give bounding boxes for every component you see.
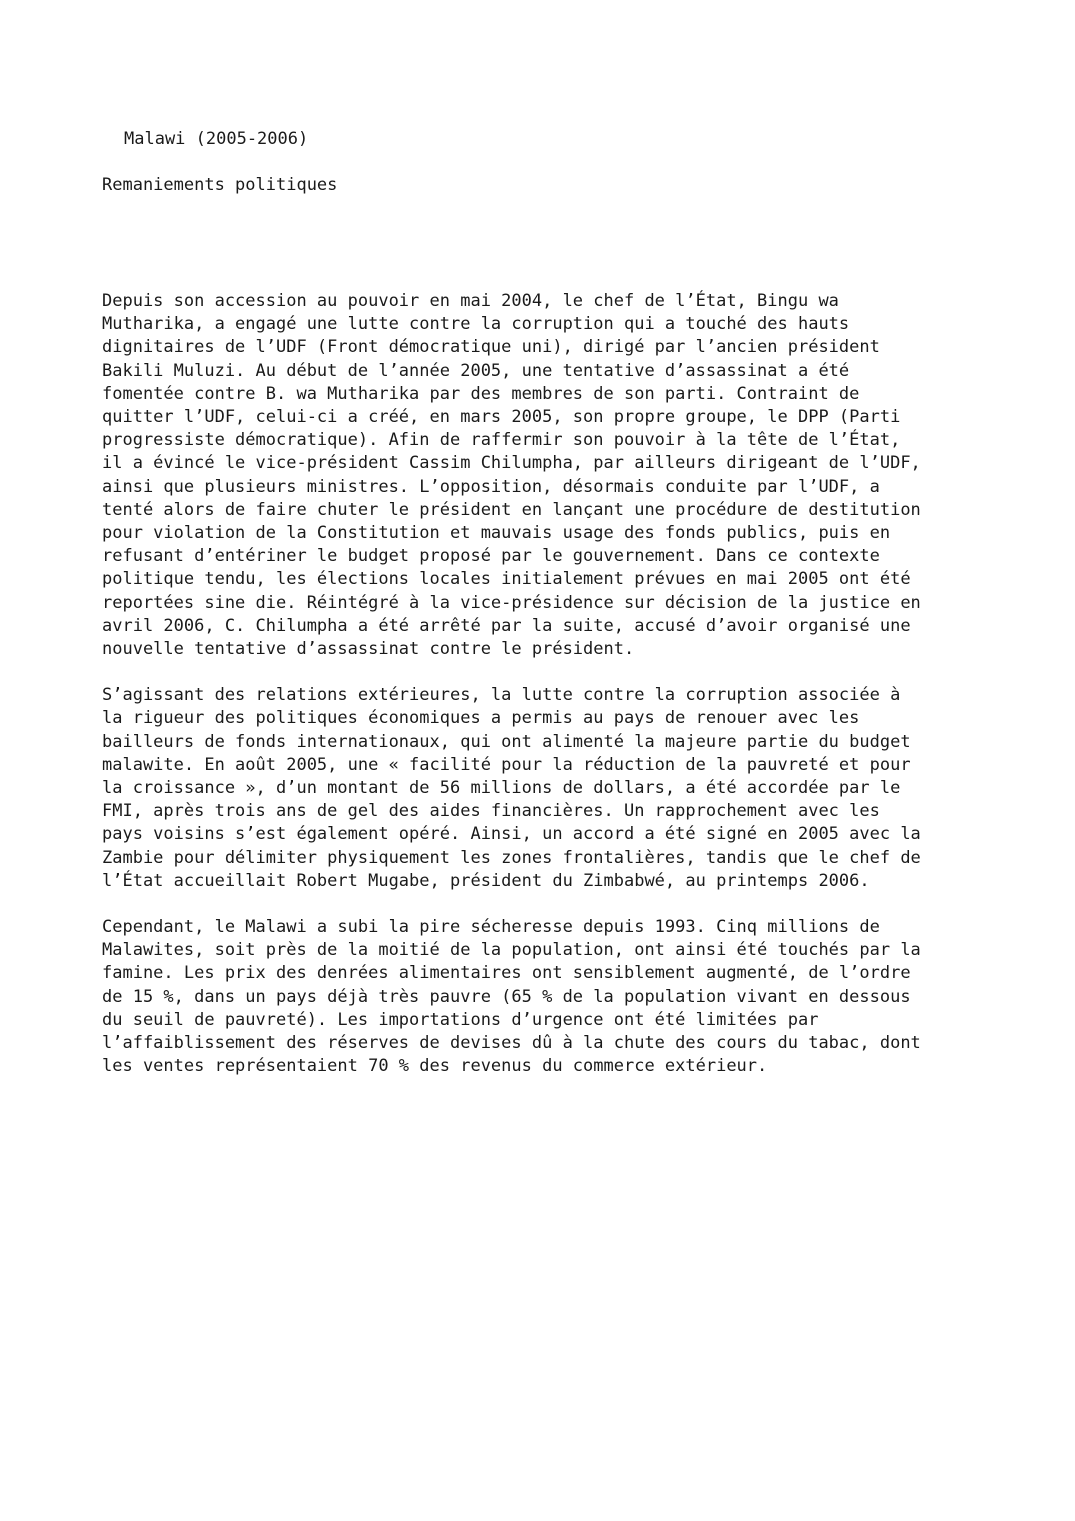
document-body xyxy=(102,290,1002,1102)
paragraph-secheresse: Cependant, le Malawi a subi la pire sécheresse depuis 1993. Cinq millions de Malawites, soit près de la moitié de la population, ont ainsi été touchés par la famine. Les prix des denrées alimentaires ont sensiblement augmenté, de l’ordre de 15 %, dans un pays déjà très pauvre (65 % de la population vivant en dessous du seuil de pauvreté). Les importations d’urgence ont été limitées par l’affaiblissement des réserves de devises dû à la chute des cours du tabac, dont les ventes représentaient 70 % des revenus du commerce extérieur. xyxy=(102,917,921,1077)
document-subtitle: Remaniements politiques xyxy=(102,175,338,195)
paragraph-relations-exterieures: S’agissant des relations extérieures, la lutte contre la corruption associée à la rigueur des politiques économiques a permis au pays de renouer avec les bailleurs de fonds internationaux, qui ont alimenté la majeure partie du budget malawite. En août 2005, une « facilité pour la réduction de la pauvreté et pour la croissance », d’un montant de 56 millions de dollars, a été accordée par le FMI, après trois ans de gel des aides financières. Un rapprochement avec les pays voisins s’est également opéré. Ainsi, un accord a été signé en 2005 avec la Zambie pour délimiter physiquement les zones frontalières, tandis que le chef de l’État accueillait Robert Mugabe, président du Zimbabwé, au printemps 2006. xyxy=(102,685,921,891)
paragraph-politique-interieure: Depuis son accession au pouvoir en mai 2004, le chef de l’État, Bingu wa Mutharika, a engagé une lutte contre la corruption qui a touché des hauts dignitaires de l’UDF (Front démocratique uni), dirigé par l’ancien président Bakili Muluzi. Au début de l’année 2005, une tentative d’assassinat a été fomentée contre B. wa Mutharika par des membres de son parti. Contraint de quitter l’UDF, celui-ci a créé, en mars 2005, son propre groupe, le DPP (Parti progressiste démocratique). Afin de raffermir son pouvoir à la tête de l’État, il a évincé le vice-président Cassim Chilumpha, par ailleurs dirigeant de l’UDF, ainsi que plusieurs ministres. L’opposition, désormais conduite par l’UDF, a tenté alors de faire chuter le président en lançant une procédure de destitution pour violation de la Constitution et mauvais usage des fonds publics, puis en refusant d’entériner le budget proposé par le gouvernement. Dans ce contexte politique tendu, les élections locales initialement prévues en mai 2005 ont été reportées sine die. Réintégré à la vice-présidence sur décision de la justice en avril 2006, C. Chilumpha a été arrêté par la suite, accusé d’avoir organisé une nouvelle tentative d’assassinat contre le président. xyxy=(102,291,921,660)
document-title: Malawi (2005-2006) xyxy=(124,129,309,149)
